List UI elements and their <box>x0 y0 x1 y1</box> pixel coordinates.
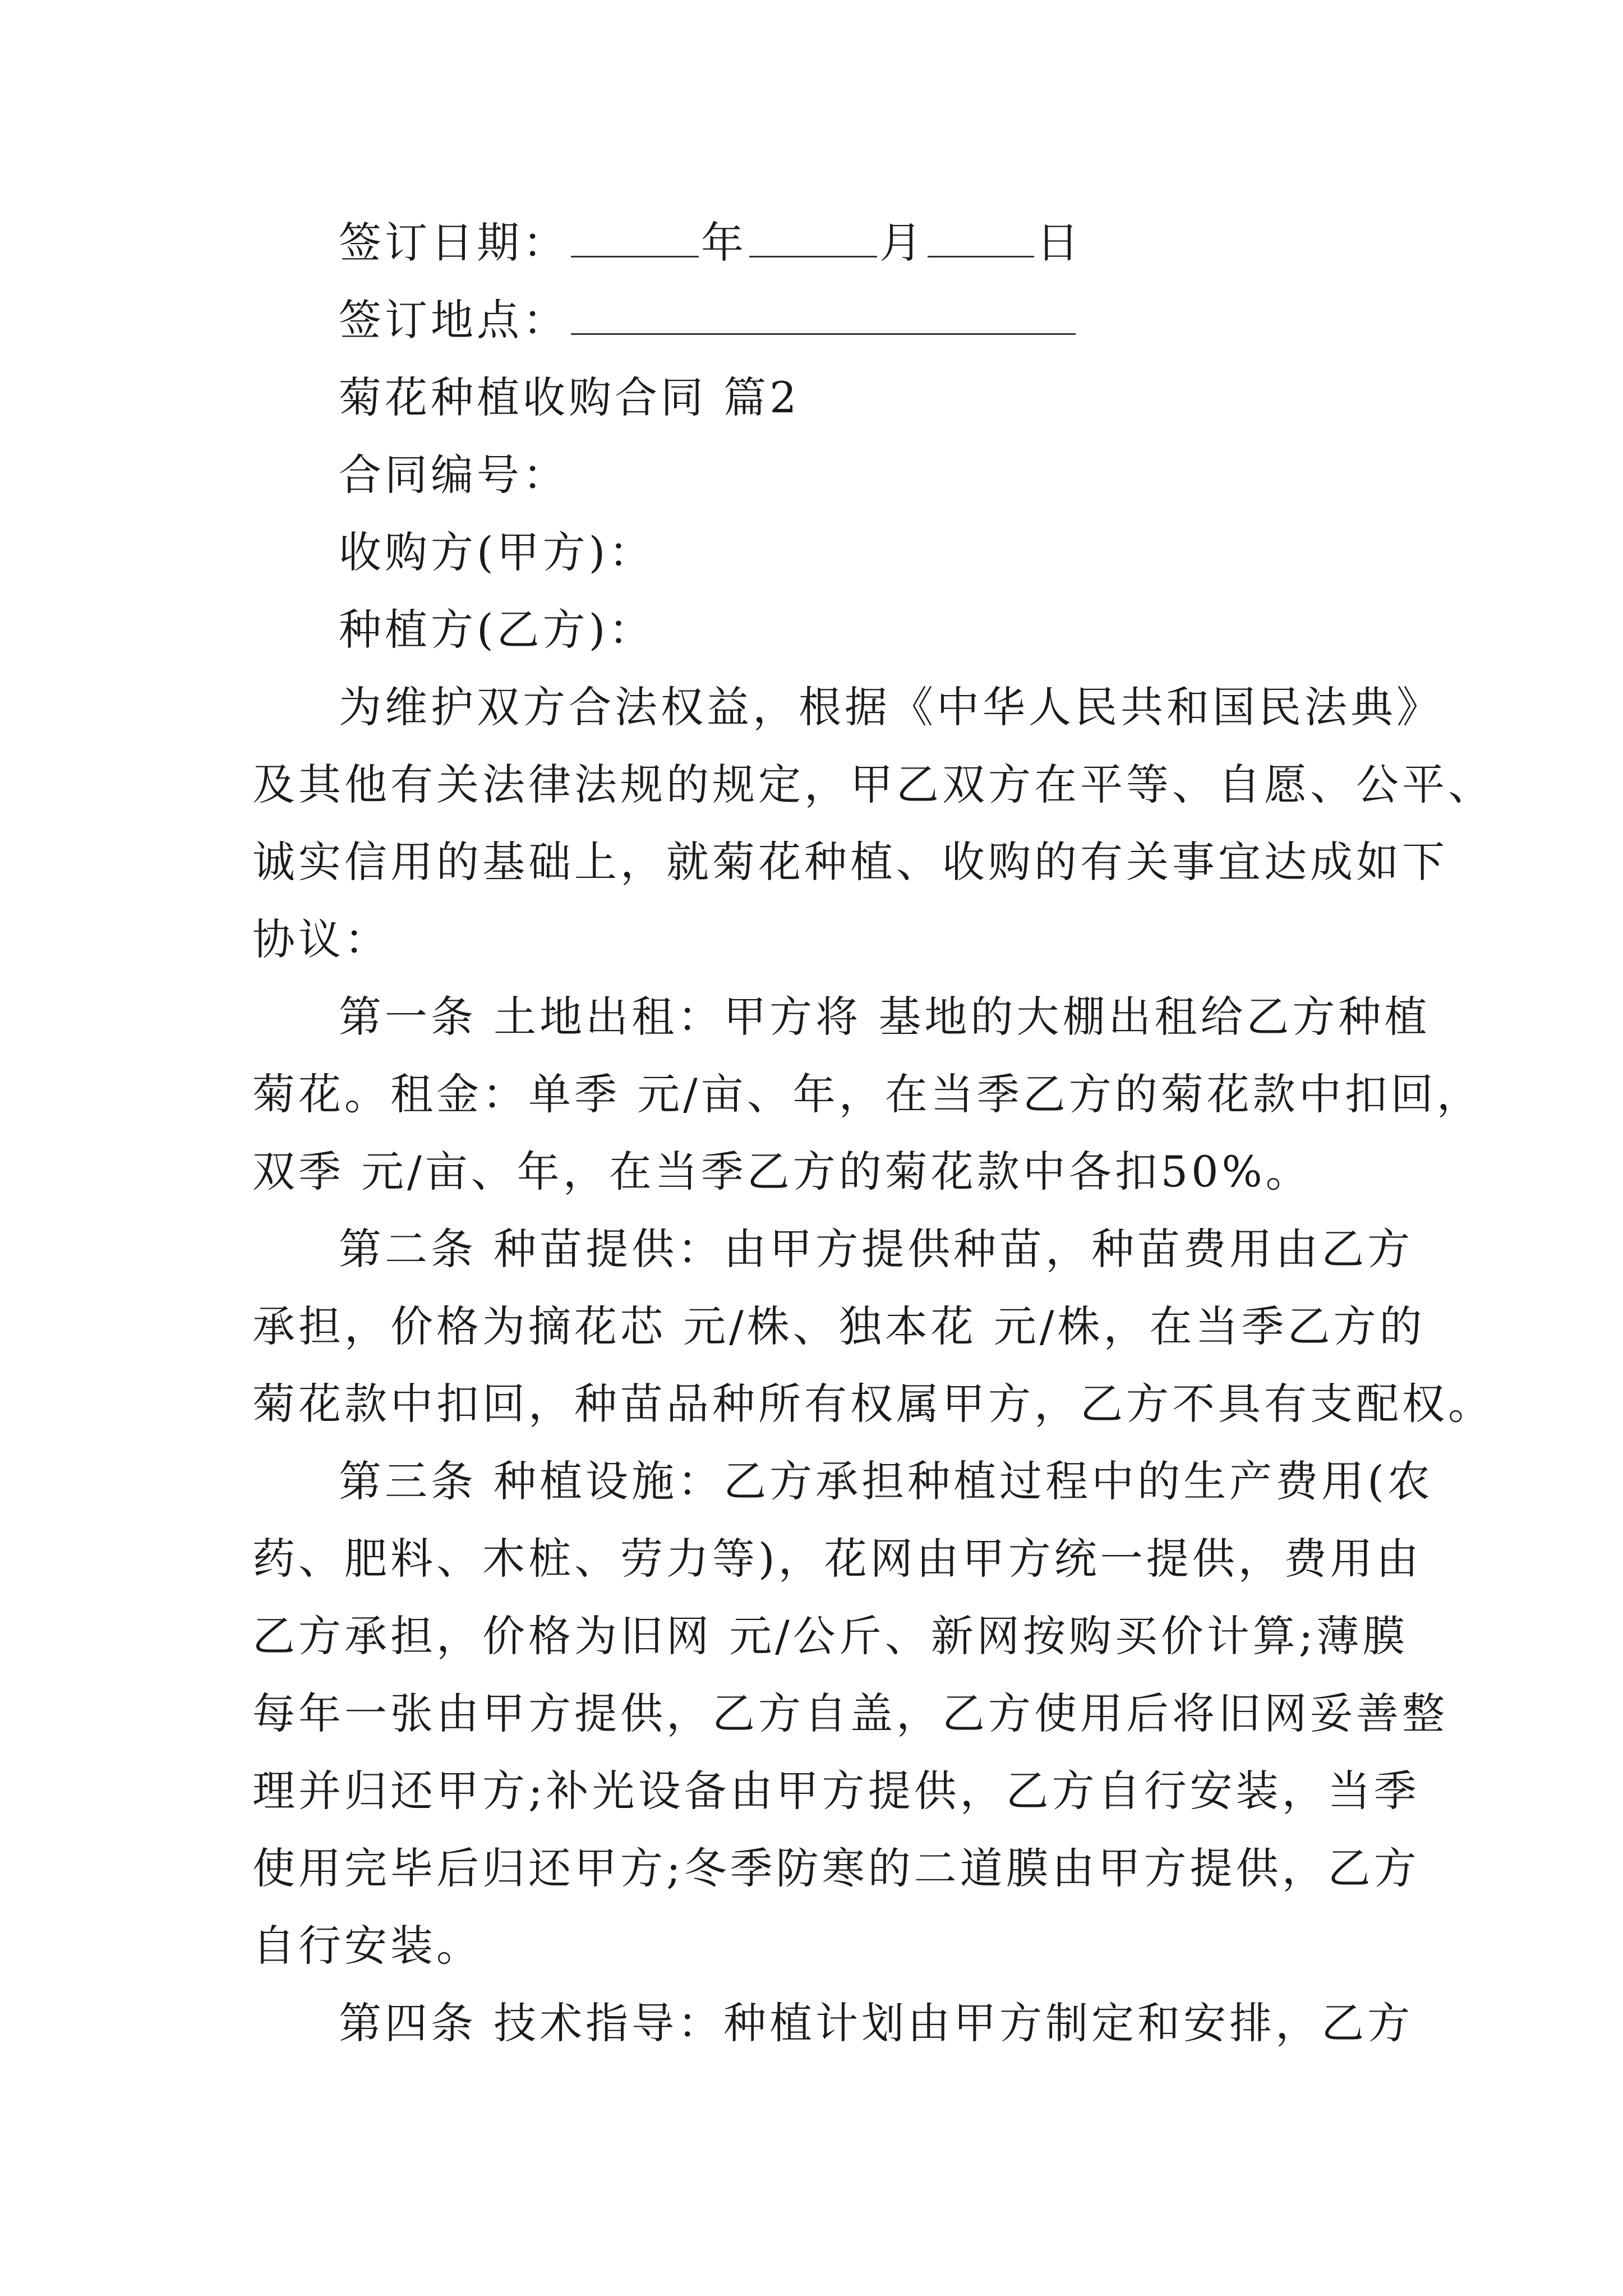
paragraph-line: 乙方承担，价格为旧网 元/公斤、新网按购买价计算;薄膜 <box>252 1611 1409 1661</box>
sign-place-line <box>339 292 1078 348</box>
place-blank <box>571 300 1076 335</box>
contract-number: 合同编号： <box>339 450 569 500</box>
month-label: 月 <box>879 218 925 268</box>
paragraph-line: 第三条 种植设施：乙方承担种植过程中的生产费用(农 <box>339 1456 1433 1506</box>
paragraph-line: 第一条 土地出租：甲方将 基地的大棚出租给乙方种植 <box>339 992 1431 1042</box>
paragraph-line: 为维护双方合法权益，根据《中华人民共和国民法典》 <box>339 682 1442 732</box>
sign-date-line <box>339 215 1082 271</box>
section-heading: 菊花种植收购合同 篇2 <box>339 372 800 422</box>
paragraph-line: 协议： <box>252 914 390 964</box>
paragraph-line: 及其他有关法律法规的规定，甲乙双方在平等、自愿、公平、 <box>252 760 1494 809</box>
sign-place-label: 签订地点： <box>339 295 569 345</box>
paragraph-line: 承担，价格为摘花芯 元/株、独本花 元/株，在当季乙方的 <box>252 1301 1426 1351</box>
grower-party: 种植方(乙方)： <box>339 605 655 655</box>
paragraph-line: 每年一张由甲方提供，乙方自盖，乙方使用后将旧网妥善整 <box>252 1688 1448 1738</box>
paragraph-line: 使用完毕后归还甲方;冬季防寒的二道膜由甲方提供，乙方 <box>252 1843 1420 1893</box>
day-label: 日 <box>1036 218 1082 268</box>
month-blank <box>749 222 877 257</box>
paragraph-line: 药、肥料、木桩、劳力等)，花网由甲方统一提供，费用由 <box>252 1534 1422 1584</box>
paragraph-line: 自行安装。 <box>252 1921 482 1971</box>
paragraph-line: 双季 元/亩、年，在当季乙方的菊花款中各扣50%。 <box>252 1147 1312 1197</box>
paragraph-line: 第四条 技术指导：种植计划由甲方制定和安排，乙方 <box>339 1998 1414 2048</box>
sign-date-label: 签订日期： <box>339 218 569 268</box>
paragraph-line: 诚实信用的基础上，就菊花种植、收购的有关事宜达成如下 <box>252 837 1448 887</box>
paragraph-line: 理并归还甲方;补光设备由甲方提供，乙方自行安装，当季 <box>252 1766 1420 1816</box>
buyer-party: 收购方(甲方)： <box>339 527 655 577</box>
year-label: 年 <box>701 218 747 268</box>
day-blank <box>928 222 1034 257</box>
paragraph-line: 菊花款中扣回，种苗品种所有权属甲方，乙方不具有支配权。 <box>252 1379 1494 1429</box>
paragraph-line: 菊花。租金：单季 元/亩、年，在当季乙方的菊花款中扣回， <box>252 1069 1483 1119</box>
year-blank <box>571 222 699 257</box>
paragraph-line: 第二条 种苗提供：由甲方提供种苗，种苗费用由乙方 <box>339 1224 1414 1274</box>
